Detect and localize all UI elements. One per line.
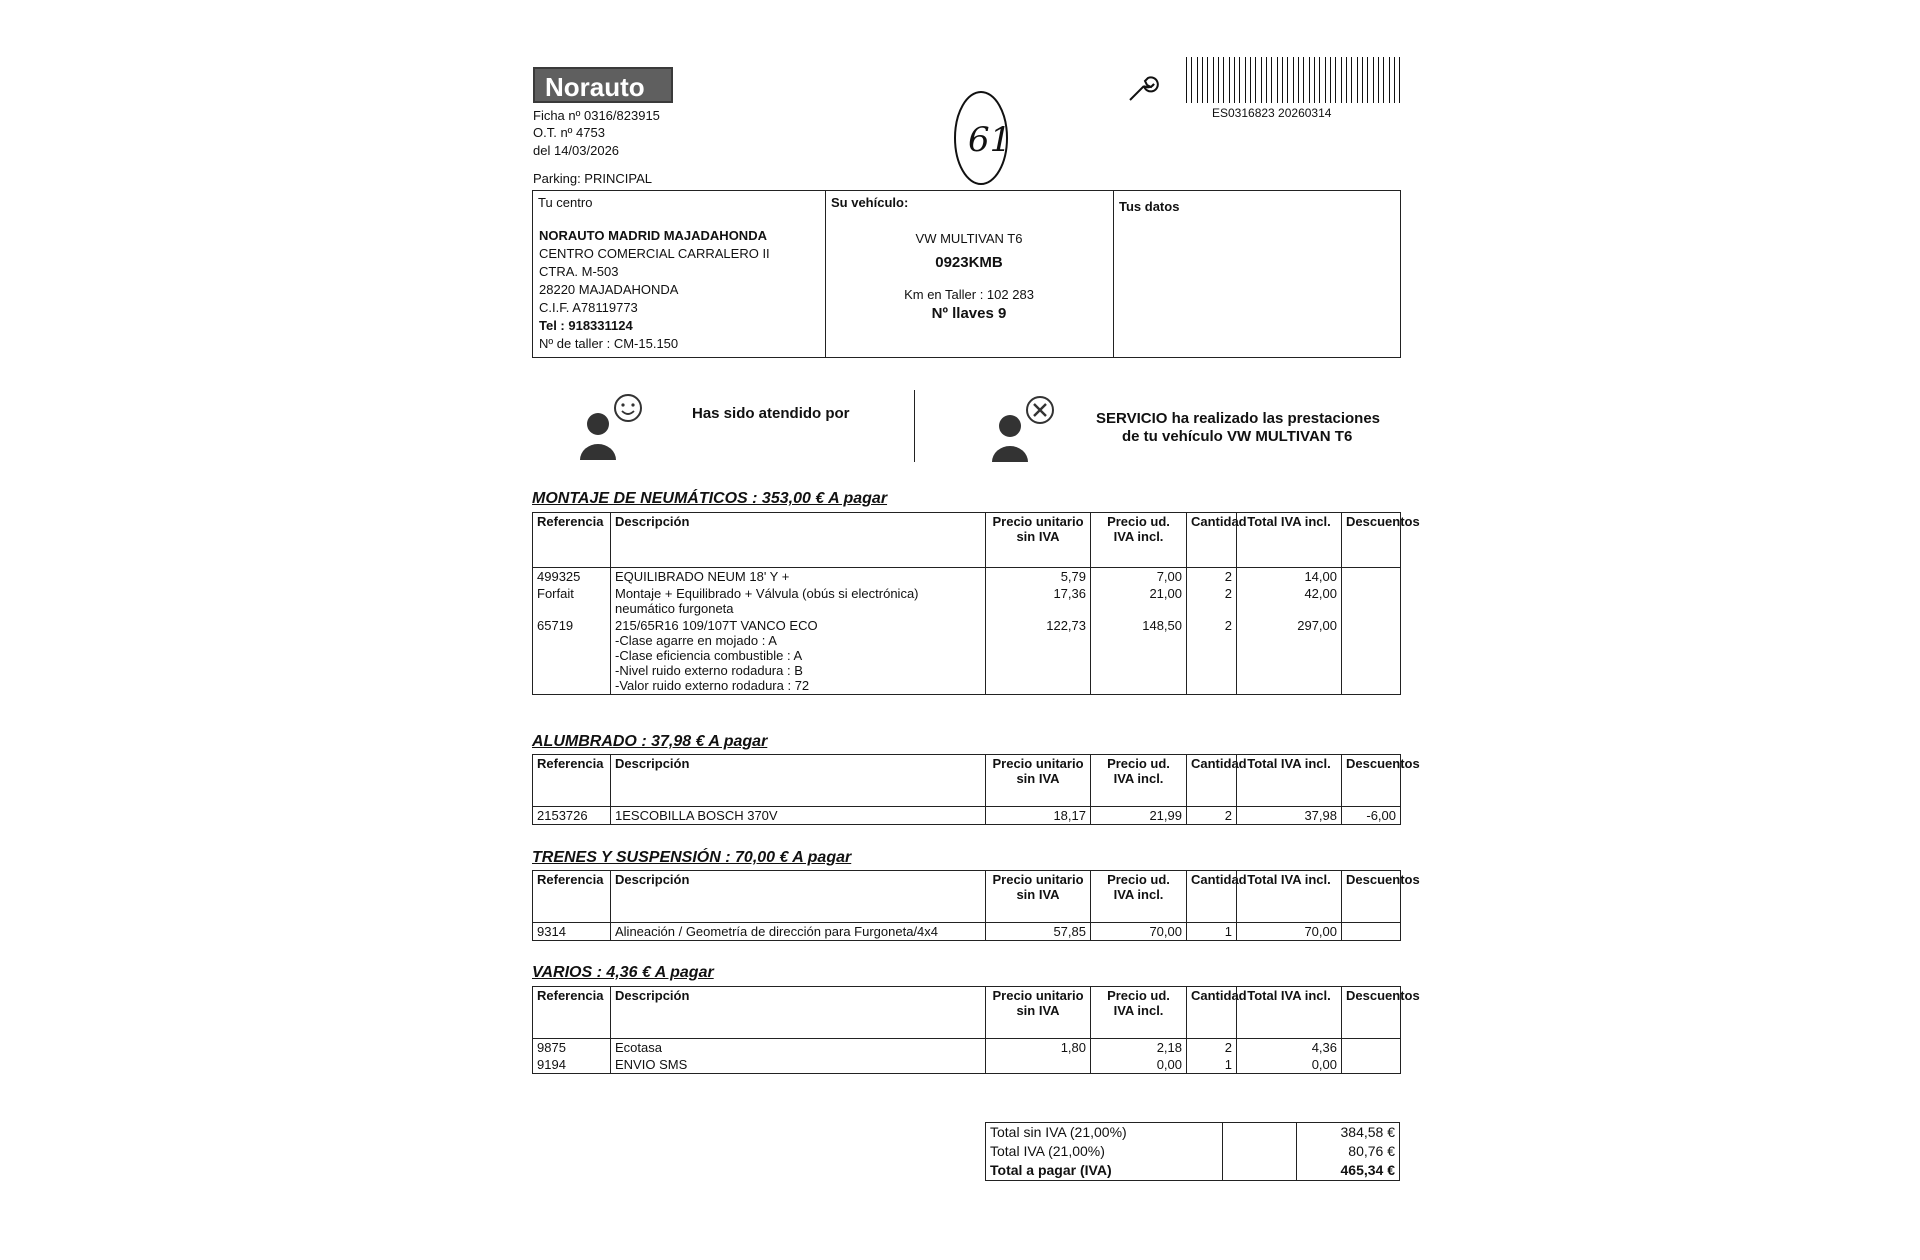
- service-line-1: SERVICIO ha realizado las prestaciones: [1096, 410, 1381, 427]
- cell-pu-iva: 0,00: [1091, 1056, 1187, 1074]
- service-line-2: de tu vehículo VW MULTIVAN T6: [1122, 428, 1353, 445]
- barcode-bar: [1314, 57, 1315, 103]
- column-header-qty: Cantidad: [1187, 871, 1237, 923]
- cell-total: 14,00: [1237, 568, 1342, 586]
- cell-pu: 1,80: [986, 1039, 1091, 1057]
- barcode: [1186, 57, 1406, 103]
- centro-column: [533, 191, 826, 357]
- cell-total: 37,98: [1237, 807, 1342, 825]
- vehiculo-model: VW MULTIVAN T6: [915, 231, 1023, 246]
- column-header-ref: Referencia: [533, 755, 611, 807]
- cell-dto: [1342, 568, 1401, 586]
- barcode-bar: [1239, 57, 1240, 103]
- column-header-pu: Precio unitario sin IVA: [986, 987, 1091, 1039]
- barcode-bar: [1202, 57, 1203, 103]
- table-row: [533, 1056, 1401, 1074]
- column-header-desc-pct: Descuentos: [1342, 987, 1401, 1039]
- barcode-bar: [1303, 57, 1304, 103]
- cell-qty: 1: [1187, 1056, 1237, 1074]
- items-table: [532, 986, 1420, 1074]
- barcode-bar: [1223, 57, 1224, 103]
- cell-dto: [1342, 1039, 1401, 1057]
- total-sin-iva-label: Total sin IVA (21,00%): [990, 1124, 1127, 1140]
- column-header-total: Total IVA incl.: [1237, 987, 1342, 1039]
- barcode-bar: [1378, 57, 1379, 103]
- totals-spacer: [1222, 1161, 1296, 1181]
- total-pagar-label: Total a pagar (IVA): [990, 1162, 1112, 1178]
- column-header-qty: Cantidad: [1187, 755, 1237, 807]
- barcode-bar: [1394, 57, 1395, 103]
- barcode-bar: [1213, 57, 1214, 103]
- mechanic-person-icon: [990, 394, 1060, 464]
- table-header-row: [533, 987, 1401, 1039]
- cell-dto: -6,00: [1342, 807, 1401, 825]
- centro-taller-number: Nº de taller : CM-15.150: [539, 336, 679, 351]
- column-header-desc: Descripción: [611, 871, 986, 923]
- cell-pu-iva: 70,00: [1091, 923, 1187, 941]
- totals-spacer: [1222, 1123, 1296, 1143]
- table-row: [533, 807, 1401, 825]
- column-header-desc-pct: Descuentos: [1342, 755, 1401, 807]
- barcode-bar: [1330, 57, 1331, 103]
- barcode-bar: [1287, 57, 1288, 103]
- cell-ref: 9314: [533, 923, 611, 941]
- datos-column: [1113, 191, 1400, 357]
- vehiculo-plate: 0923KMB: [935, 254, 1003, 271]
- barcode-bar: [1362, 57, 1363, 103]
- barcode-bar: [1271, 57, 1272, 103]
- items-table: [532, 870, 1420, 941]
- totals-spacer: [1222, 1142, 1296, 1161]
- barcode-bar: [1207, 57, 1208, 103]
- smiley-person-icon: [578, 392, 648, 462]
- cell-total: 70,00: [1237, 923, 1342, 941]
- barcode-bar: [1319, 57, 1320, 103]
- table-row: [533, 585, 1401, 617]
- barcode-bar: [1245, 57, 1246, 103]
- vehiculo-km: Km en Taller : 102 283: [904, 287, 1034, 302]
- cell-pu-iva: 21,00: [1091, 585, 1187, 617]
- barcode-bar: [1191, 57, 1192, 103]
- cell-qty: 1: [1187, 923, 1237, 941]
- table-row: [533, 923, 1401, 941]
- cell-qty: 2: [1187, 617, 1237, 695]
- cell-pu: 122,73: [986, 617, 1091, 695]
- cell-ref: 499325: [533, 568, 611, 586]
- barcode-bar: [1293, 57, 1294, 103]
- cell-qty: 2: [1187, 585, 1237, 617]
- totals-table: [985, 1122, 1400, 1181]
- column-header-desc-pct: Descuentos: [1342, 871, 1401, 923]
- barcode-bar: [1383, 57, 1384, 103]
- ot-number: O.T. nº 4753: [533, 125, 605, 140]
- column-header-pu-iva: Precio ud. IVA incl.: [1091, 513, 1187, 568]
- barcode-bar: [1367, 57, 1368, 103]
- cell-ref: 2153726: [533, 807, 611, 825]
- barcode-bar: [1298, 57, 1299, 103]
- barcode-bar: [1341, 57, 1342, 103]
- column-header-pu-iva: Precio ud. IVA incl.: [1091, 987, 1187, 1039]
- barcode-bar: [1309, 57, 1310, 103]
- cell-dto: [1342, 585, 1401, 617]
- table-row: [533, 568, 1401, 586]
- barcode-bar: [1399, 57, 1400, 103]
- column-header-ref: Referencia: [533, 513, 611, 568]
- column-header-total: Total IVA incl.: [1237, 755, 1342, 807]
- column-header-total: Total IVA incl.: [1237, 871, 1342, 923]
- cell-ref: 65719: [533, 617, 611, 695]
- column-header-desc: Descripción: [611, 987, 986, 1039]
- barcode-bar: [1335, 57, 1336, 103]
- cell-total: 0,00: [1237, 1056, 1342, 1074]
- cell-pu-iva: 2,18: [1091, 1039, 1187, 1057]
- section-title: TRENES Y SUSPENSIÓN : 70,00 € A pagar: [532, 849, 852, 866]
- cell-pu-iva: 148,50: [1091, 617, 1187, 695]
- section-title: ALUMBRADO : 37,98 € A pagar: [532, 733, 768, 750]
- cell-pu-iva: 21,99: [1091, 807, 1187, 825]
- cell-ref: Forfait: [533, 585, 611, 617]
- cell-pu: 57,85: [986, 923, 1091, 941]
- total-iva-value: 80,76 €: [1348, 1143, 1395, 1159]
- cell-qty: 2: [1187, 568, 1237, 586]
- cell-pu: 18,17: [986, 807, 1091, 825]
- barcode-bar: [1357, 57, 1358, 103]
- column-header-pu: Precio unitario sin IVA: [986, 755, 1091, 807]
- centro-line: 28220 MAJADAHONDA: [539, 282, 679, 297]
- cell-desc: 215/65R16 109/107T VANCO ECO -Clase agarre en mojado : A -Clase eficiencia combustible : A -Nivel ruido externo rodadura : B -Valor ruido externo rodadura : 72: [611, 617, 986, 695]
- items-table: [532, 754, 1420, 825]
- centro-cif: C.I.F. A78119773: [539, 300, 638, 315]
- order-date: del 14/03/2026: [533, 143, 620, 158]
- table-header-row: [533, 871, 1401, 923]
- cell-ref: 9875: [533, 1039, 611, 1057]
- vehiculo-column: [825, 191, 1114, 357]
- barcode-bar: [1277, 57, 1278, 103]
- handwritten-61-text: 61: [968, 120, 1012, 160]
- table-row: [533, 617, 1401, 695]
- column-header-qty: Cantidad: [1187, 513, 1237, 568]
- cell-dto: [1342, 923, 1401, 941]
- wrench-icon: [1124, 70, 1160, 106]
- cell-ref: 9194: [533, 1056, 611, 1074]
- vehiculo-heading: Su vehículo:: [831, 195, 909, 210]
- vehiculo-llaves: Nº llaves 9: [931, 305, 1007, 322]
- cell-pu-iva: 7,00: [1091, 568, 1187, 586]
- column-header-pu-iva: Precio ud. IVA incl.: [1091, 871, 1187, 923]
- attend-divider: [914, 390, 915, 462]
- barcode-bar: [1282, 57, 1283, 103]
- cell-desc: EQUILIBRADO NEUM 18' Y +: [611, 568, 986, 586]
- centro-line: CENTRO COMERCIAL CARRALERO II: [539, 246, 770, 261]
- barcode-bar: [1373, 57, 1374, 103]
- table-row: [533, 1039, 1401, 1057]
- barcode-bar: [1229, 57, 1230, 103]
- norauto-logo: Norauto: [533, 67, 673, 103]
- barcode-bar: [1250, 57, 1251, 103]
- column-header-qty: Cantidad: [1187, 987, 1237, 1039]
- barcode-number: ES0316823 20260314: [1212, 106, 1332, 120]
- info-box: [532, 190, 1401, 358]
- datos-heading: Tus datos: [1119, 199, 1180, 214]
- column-header-total: Total IVA incl.: [1237, 513, 1342, 568]
- section-title: MONTAJE DE NEUMÁTICOS : 353,00 € A pagar: [532, 490, 888, 507]
- cell-desc: 1ESCOBILLA BOSCH 370V: [611, 807, 986, 825]
- cell-dto: [1342, 1056, 1401, 1074]
- column-header-pu: Precio unitario sin IVA: [986, 871, 1091, 923]
- cell-desc: Ecotasa: [611, 1039, 986, 1057]
- cell-total: 297,00: [1237, 617, 1342, 695]
- ficha-number: Ficha nº 0316/823915: [533, 108, 660, 123]
- barcode-bar: [1255, 57, 1256, 103]
- barcode-bar: [1197, 57, 1198, 103]
- centro-heading: Tu centro: [538, 195, 593, 210]
- column-header-desc-pct: Descuentos: [1342, 513, 1401, 568]
- parking-label: Parking: PRINCIPAL: [533, 171, 652, 186]
- column-header-pu: Precio unitario sin IVA: [986, 513, 1091, 568]
- barcode-bar: [1325, 57, 1326, 103]
- barcode-bar: [1186, 57, 1187, 103]
- centro-name: NORAUTO MADRID MAJADAHONDA: [539, 228, 767, 243]
- total-row: [986, 1161, 1400, 1181]
- cell-desc: Alineación / Geometría de dirección para Furgoneta/4x4: [611, 923, 986, 941]
- cell-pu: 5,79: [986, 568, 1091, 586]
- column-header-pu-iva: Precio ud. IVA incl.: [1091, 755, 1187, 807]
- column-header-desc: Descripción: [611, 513, 986, 568]
- column-header-desc: Descripción: [611, 755, 986, 807]
- barcode-bar: [1218, 57, 1219, 103]
- section-title: VARIOS : 4,36 € A pagar: [532, 964, 714, 981]
- column-header-ref: Referencia: [533, 871, 611, 923]
- cell-dto: [1342, 617, 1401, 695]
- barcode-bar: [1261, 57, 1262, 103]
- table-header-row: [533, 513, 1401, 568]
- attended-by-label: Has sido atendido por: [692, 405, 850, 422]
- cell-pu: 17,36: [986, 585, 1091, 617]
- cell-desc: ENVIO SMS: [611, 1056, 986, 1074]
- cell-qty: 2: [1187, 1039, 1237, 1057]
- total-row: [986, 1142, 1400, 1161]
- column-header-ref: Referencia: [533, 987, 611, 1039]
- total-pagar-value: 465,34 €: [1340, 1162, 1395, 1178]
- handwritten-circled-number: [946, 83, 1016, 193]
- barcode-bar: [1346, 57, 1347, 103]
- cell-total: 4,36: [1237, 1039, 1342, 1057]
- total-iva-label: Total IVA (21,00%): [990, 1143, 1105, 1159]
- total-sin-iva-value: 384,58 €: [1340, 1124, 1395, 1140]
- cell-total: 42,00: [1237, 585, 1342, 617]
- barcode-bar: [1389, 57, 1390, 103]
- table-header-row: [533, 755, 1401, 807]
- cell-qty: 2: [1187, 807, 1237, 825]
- barcode-bar: [1234, 57, 1235, 103]
- total-row: [986, 1123, 1400, 1143]
- cell-desc: Montaje + Equilibrado + Válvula (obús si electrónica) neumático furgoneta: [611, 585, 986, 617]
- centro-phone: Tel : 918331124: [539, 318, 633, 333]
- centro-line: CTRA. M-503: [539, 264, 619, 279]
- barcode-bar: [1266, 57, 1267, 103]
- barcode-bar: [1351, 57, 1352, 103]
- cell-pu: [986, 1056, 1091, 1074]
- items-table: [532, 512, 1420, 695]
